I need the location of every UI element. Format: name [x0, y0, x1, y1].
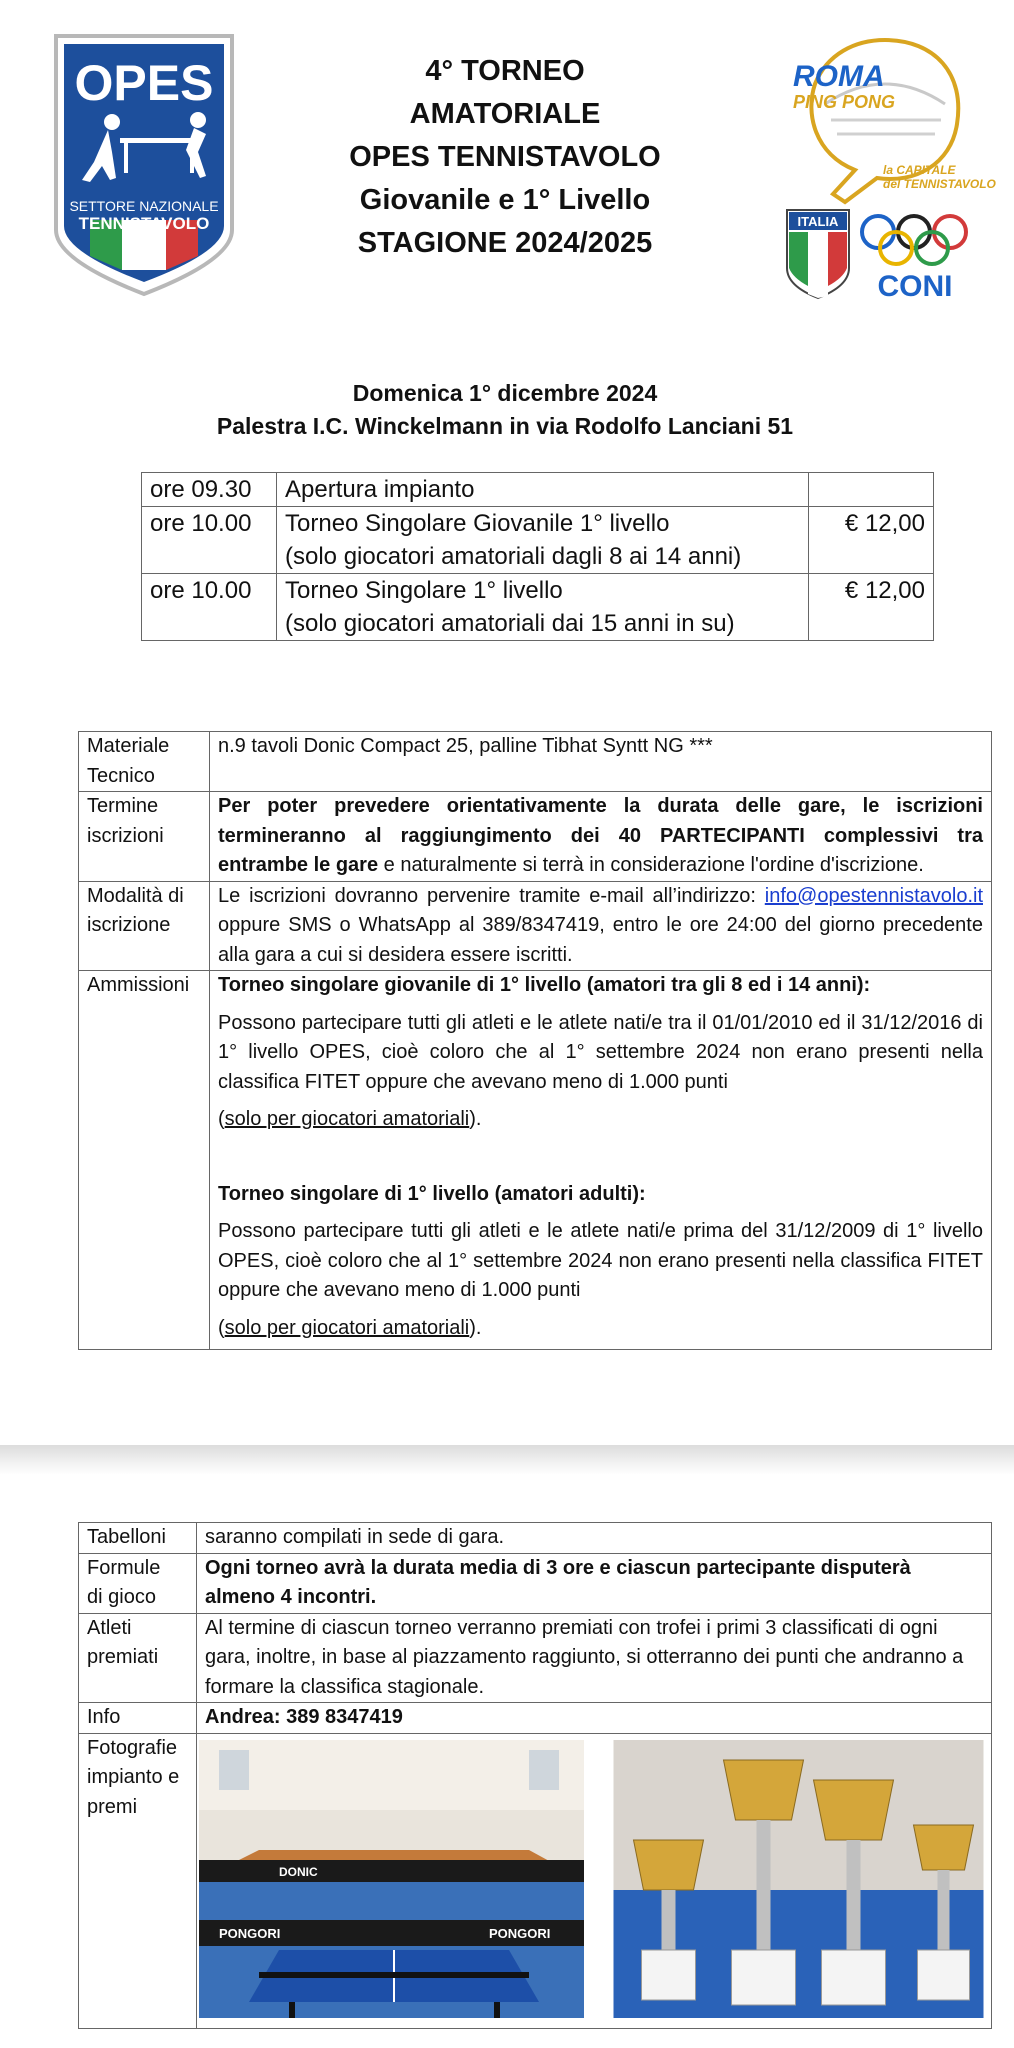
event-info [150, 377, 860, 443]
termine-text [210, 792, 992, 882]
schedule-desc [277, 473, 809, 507]
schedule-row [142, 574, 934, 641]
title-line-4: Giovanile e 1° Livello [359, 184, 651, 216]
note-text: solo per giocatori amatoriali [224, 1316, 470, 1339]
photo-brand-3: PONGORI [489, 1925, 551, 1941]
coni-logo-italia: ITALIA [797, 214, 839, 229]
schedule-desc-line2: (solo giocatori amatoriali dagli 8 ai 14 anni) [285, 543, 742, 570]
schedule-time: ore 10.00 [142, 507, 277, 574]
schedule-row [142, 473, 934, 507]
ammissioni-note-1: (solo per giocatori amatoriali). [218, 1108, 482, 1130]
label-line: impianto e [87, 1766, 180, 1788]
row-label: Info [79, 1703, 197, 1734]
row-label [79, 1733, 197, 2028]
materiale-row [79, 732, 992, 792]
ammissioni-heading-1: Torneo singolare giovanile di 1° livello (amatori tra gli 8 ed i 14 anni): [218, 974, 871, 996]
schedule-time: ore 10.00 [142, 574, 277, 641]
label-line: Fotografie [87, 1736, 178, 1759]
row-label [79, 732, 210, 792]
tabelloni-row [79, 1523, 992, 1554]
page-separator [0, 1445, 1014, 1475]
roma-ping-pong-logo [785, 34, 996, 206]
roma-logo-line1: ROMA [793, 60, 885, 93]
formule-text: Ogni torneo avrà la durata media di 3 ore e ciascun partecipante disputerà almeno 4 incontri. [197, 1553, 992, 1613]
schedule-time: ore 09.30 [142, 473, 277, 507]
photo-brand-2: PONGORI [219, 1925, 281, 1941]
row-label: Ammissioni [79, 971, 210, 1350]
rules-table [78, 731, 992, 1350]
schedule-desc-line1: Torneo Singolare Giovanile 1° livello [285, 510, 670, 537]
event-venue: Palestra I.C. Winckelmann in via Rodolfo Lanciani 51 [216, 413, 794, 439]
ammissioni-para-2: Possono partecipare tutti gli atleti e le atlete nati/e prima del 31/12/2009 di 1° livello OPES, cioè coloro che al 1° settembre 2024 non erano presenti nella classifica FITET oppure che avevano meno di 1.000 punti [218, 1220, 983, 1301]
schedule-desc-line1: Apertura impianto [285, 476, 475, 503]
page-title [300, 50, 710, 265]
opes-logo-sub2: TENNISTAVOLO [78, 214, 210, 233]
label-line: Formule [87, 1556, 161, 1579]
schedule-table [141, 472, 934, 641]
label-line: Modalità di [87, 884, 184, 907]
modalita-post: oppure SMS o WhatsApp al 389/8347419, entro le ore 24:00 del giorno precedente alla gara a cui si desidera essere iscritti. [218, 914, 983, 966]
info-text: Andrea: 389 8347419 [197, 1703, 992, 1734]
ammissioni-row [79, 971, 992, 1350]
atleti-row [79, 1613, 992, 1703]
ammissioni-heading-2: Torneo singolare di 1° livello (amatori adulti): [218, 1182, 646, 1205]
label-line: Atleti [87, 1616, 132, 1639]
schedule-price: € 12,00 [809, 507, 934, 574]
formule-row [79, 1553, 992, 1613]
row-label [79, 881, 210, 971]
row-label [79, 792, 210, 882]
label-line: iscrizione [87, 914, 171, 936]
info-row [79, 1703, 992, 1734]
photo-brand-1: DONIC [279, 1864, 318, 1879]
label-line: di gioco [87, 1586, 156, 1608]
schedule-desc-line2: (solo giocatori amatoriali dai 15 anni in su) [285, 610, 735, 637]
opes-logo-word: OPES [74, 55, 214, 111]
modalita-row [79, 881, 992, 971]
roma-logo-tag2: del TENNISTAVOLO [883, 177, 996, 191]
title-line-1: 4° TORNEO [425, 55, 585, 87]
label-line: premiati [87, 1646, 159, 1668]
note-text: solo per giocatori amatoriali [224, 1108, 470, 1130]
atleti-text: Al termine di ciascun torneo verranno premiati con trofei i primi 3 classificati di ogni gara, inoltre, in base al piazzamento raggiunto, si otterranno dei punti che andranno a formare la classifica stagionale. [197, 1613, 992, 1703]
title-line-5: STAGIONE 2024/2025 [357, 227, 653, 259]
label-line: Termine [87, 795, 159, 817]
row-label [79, 1613, 197, 1703]
termine-bold: Per poter prevedere orientativamente la durata delle gare, le iscrizioni termineranno al raggiungimento dei 40 PARTECIPANTI complessivi tra entrambe le gare [218, 795, 983, 876]
label-line: Materiale [87, 735, 170, 757]
gym-photo [199, 1740, 584, 2018]
schedule-price [809, 473, 934, 507]
event-date: Domenica 1° dicembre 2024 [352, 380, 658, 406]
roma-logo-line2: PING PONG [793, 92, 896, 112]
opes-logo [50, 30, 238, 300]
foto-row [79, 1733, 992, 2028]
ammissioni-para-1: Possono partecipare tutti gli atleti e le atlete nati/e tra il 01/01/2010 ed il 31/12/2016 di 1° livello OPES, cioè coloro che al 1° settembre 2024 non erano presenti nella classifica FITET oppure che avevano meno di 1.000 punti [218, 1011, 983, 1093]
label-line: iscrizioni [87, 824, 164, 847]
termine-row [79, 792, 992, 882]
photos-cell [197, 1733, 992, 2028]
row-label [79, 1553, 197, 1613]
label-line: Tecnico [87, 764, 155, 787]
roma-logo-tag1: la CAPITALE [883, 163, 956, 177]
email-link[interactable]: info@opestennistavolo.it [764, 884, 983, 907]
schedule-desc-line1: Torneo Singolare 1° livello [285, 577, 563, 604]
schedule-row [142, 507, 934, 574]
termine-rest: e naturalmente si terrà in considerazione l'ordine d'iscrizione. [378, 854, 924, 876]
modalita-pre: Le iscrizioni dovranno pervenire tramite e-mail all’indirizzo: [218, 884, 765, 907]
title-line-2: AMATORIALE [409, 98, 601, 130]
opes-logo-sub1: SETTORE NAZIONALE [69, 198, 219, 214]
tabelloni-text: saranno compilati in sede di gara. [197, 1523, 992, 1554]
title-line-3: OPES TENNISTAVOLO [349, 141, 661, 173]
trophies-photo [606, 1740, 991, 2018]
details-table [78, 1522, 992, 2029]
coni-logo-word: CONI [877, 270, 953, 303]
coni-logo [783, 206, 975, 302]
materiale-text: n.9 tavoli Donic Compact 25, palline Tibhat Syntt NG *** [210, 732, 992, 792]
schedule-desc [277, 574, 809, 641]
modalita-text [210, 881, 992, 971]
ammissioni-note-2: (solo per giocatori amatoriali). [218, 1316, 482, 1339]
ammissioni-text [210, 971, 992, 1350]
row-label: Tabelloni [79, 1523, 197, 1554]
label-line: premi [87, 1795, 138, 1818]
schedule-price: € 12,00 [809, 574, 934, 641]
schedule-desc [277, 507, 809, 574]
